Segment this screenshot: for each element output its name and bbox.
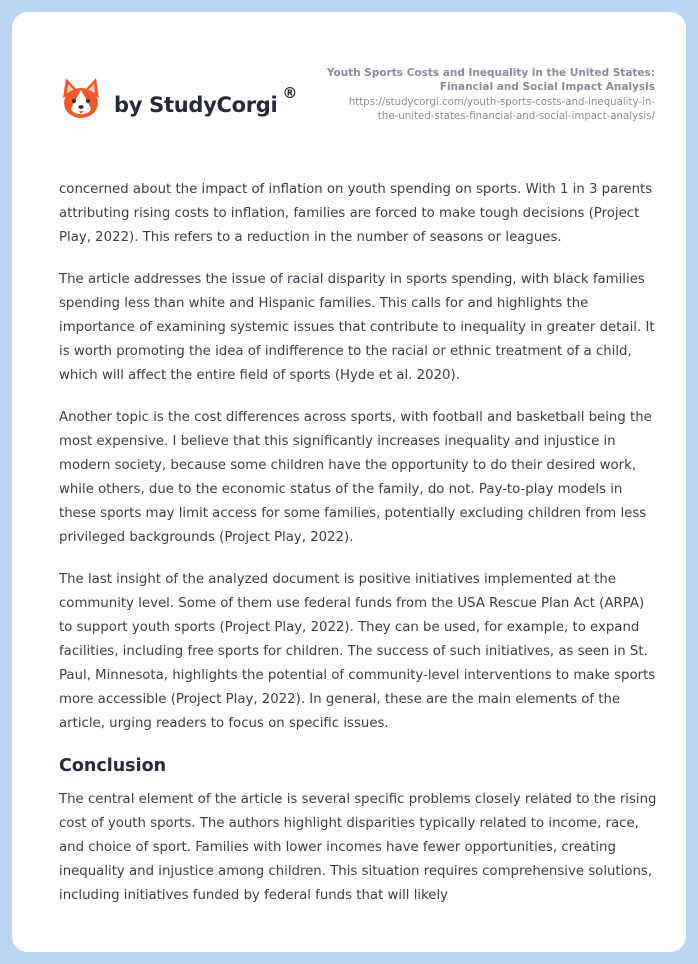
brand-name: by StudyCorgi [114, 93, 278, 117]
document-meta [305, 66, 655, 124]
document-title-line2: Financial and Social Impact Analysis [439, 81, 655, 93]
document-title [305, 66, 655, 94]
body-paragraph: The central element of the article is several specific problems closely related to the rising cost of youth sports. The authors highlight disparities typically related to income, race, and choice of sport. Families with lower incomes have fewer opportunities, creating inequality and injustice among children. This situation requires comprehensive solutions, including initiatives funded by federal funds that will likely [59, 792, 657, 903]
body-paragraph: The last insight of the analyzed document is positive initiatives implemented at the community level. Some of them use federal funds from the USA Rescue Plan Act (ARPA) to support youth sports (Project Play, 2022). They can be used, for example, to expand facilities, including free sports for children. The success of such initiatives, as seen in St. Paul, Minnesota, highlights the potential of community-level interventions to make sports more accessible (Project Play, 2022). In general, these are the main elements of the article, urging readers to focus on specific issues. [59, 572, 656, 731]
document-url[interactable] [305, 96, 655, 124]
studycorgi-logo[interactable] [60, 76, 297, 122]
body-paragraph: Another topic is the cost differences across sports, with football and basketball being the most expensive. I believe that this significantly increases inequality and injustice in modern society, because some children have the opportunity to do their desired work, while others, due to the economic status of the family, do not. Pay-to-play models in these sports may limit access for some families, potentially excluding children from less privileged backgrounds (Project Play, 2022). [59, 410, 652, 545]
section-heading-conclusion: Conclusion [59, 756, 167, 776]
document-url-line1: https://studycorgi.com/youth-sports-costs-and-inequality-in- [348, 97, 655, 108]
registered-mark: ® [282, 84, 298, 102]
document-url-line2: the-united-states-financial-and-social-impact-analysis/ [377, 111, 655, 122]
document-page [12, 12, 686, 952]
document-title-line1: Youth Sports Costs and Inequality in the United States: [326, 67, 655, 79]
corgi-logo-icon [60, 76, 102, 122]
document-body [59, 178, 659, 926]
body-paragraph: The article addresses the issue of racial disparity in sports spending, with black families spending less than white and Hispanic families. This calls for and highlights the importance of examining systemic issues that contribute to inequality in greater detail. It is worth promoting the idea of indifference to the racial or ethnic treatment of a child, which will affect the entire field of sports (Hyde et al. 2020). [59, 272, 655, 383]
body-paragraph: concerned about the impact of inflation on youth spending on sports. With 1 in 3 parents attributing rising costs to inflation, families are forced to make tough decisions (Project Play, 2022). This refers to a reduction in the number of seasons or leagues. [59, 182, 653, 245]
